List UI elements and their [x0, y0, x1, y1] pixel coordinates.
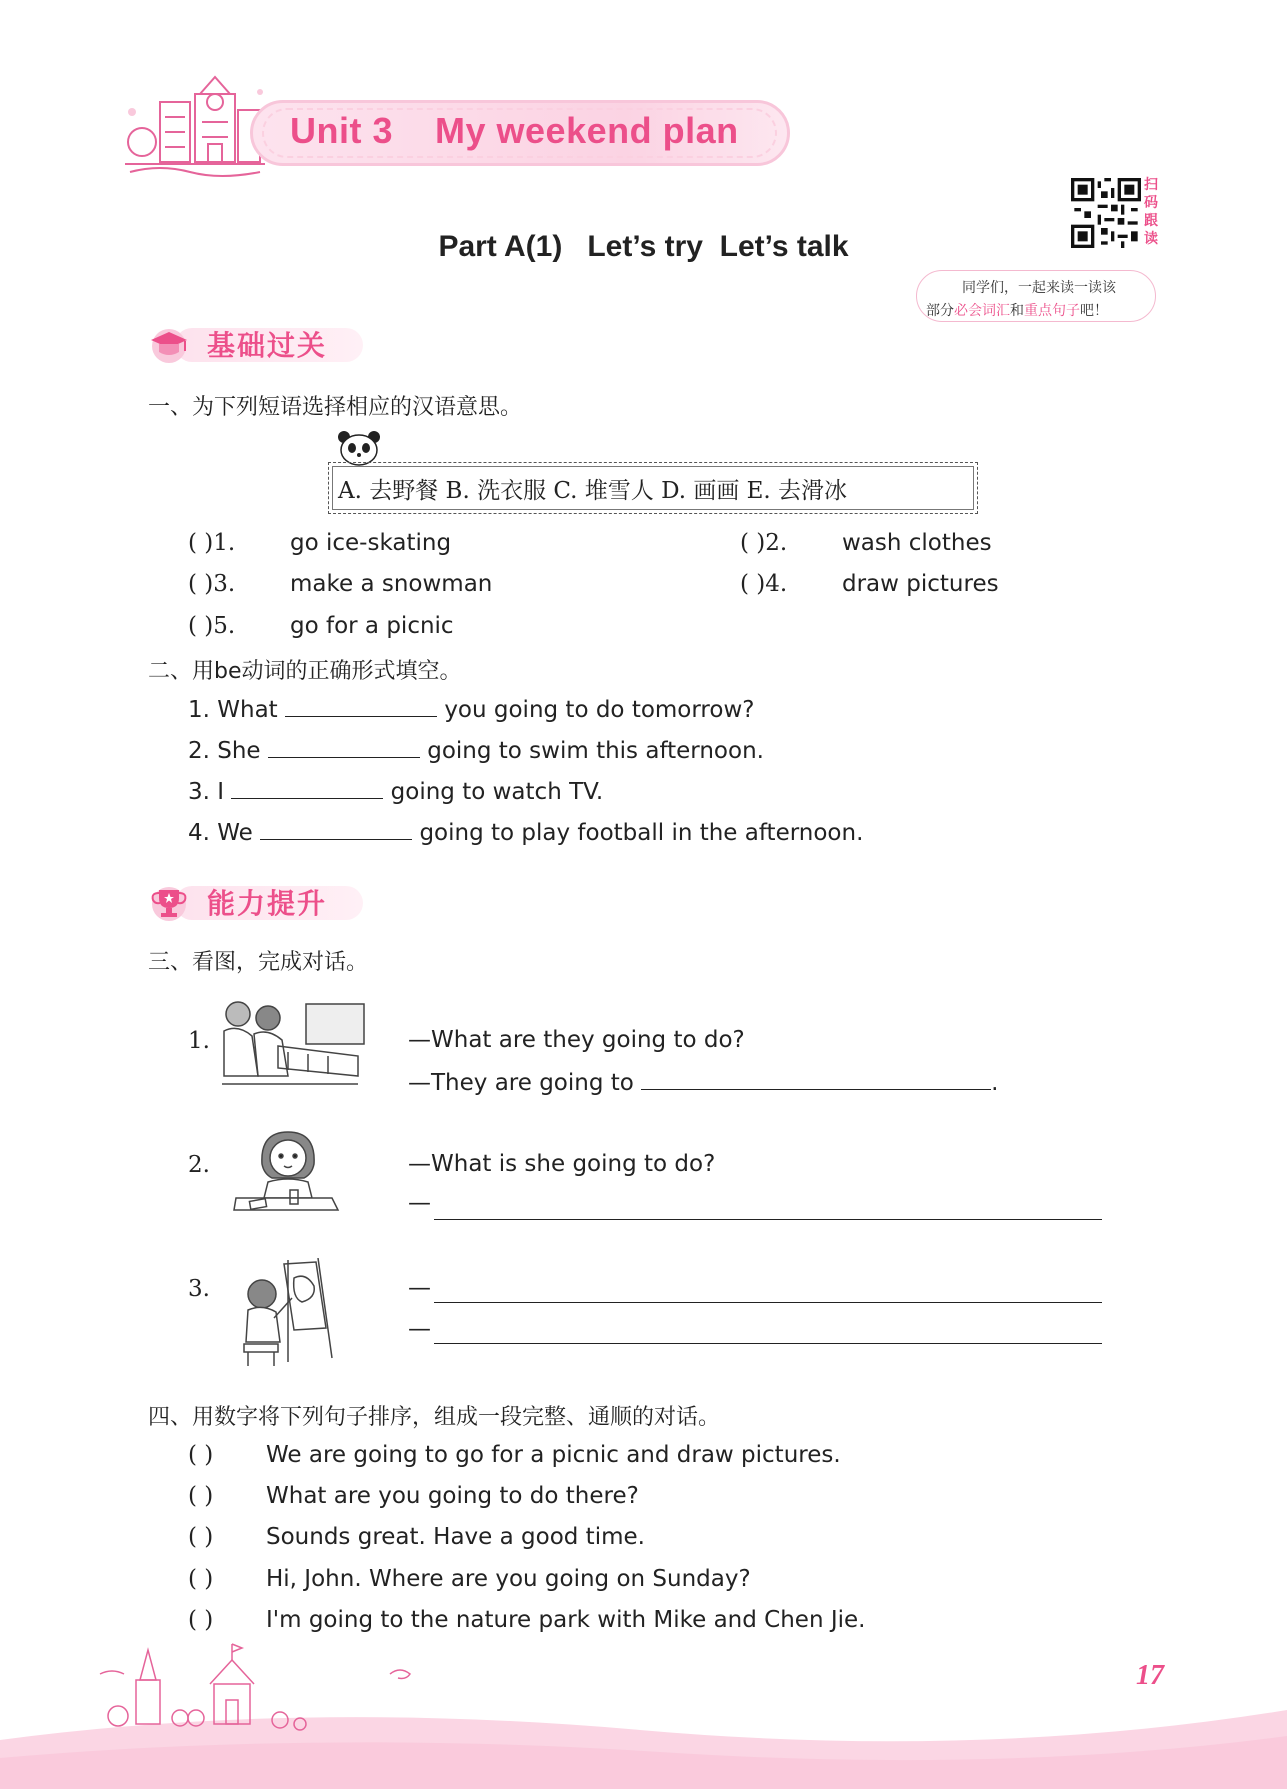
answer-paren[interactable]: ( ) [188, 1607, 214, 1633]
answer-blank[interactable] [260, 818, 412, 840]
boy-painting-picture [236, 1258, 340, 1370]
phrase-item: make a snowman [290, 571, 493, 597]
graduation-cap-icon [145, 324, 195, 364]
answer-blank[interactable] [285, 695, 437, 717]
answer-paren[interactable]: ( )5. [188, 613, 236, 639]
dialogue-answer-dash: — [408, 1190, 431, 1216]
dialogue-sentence: What are you going to do there? [266, 1483, 639, 1509]
question-3-title: 三、看图，完成对话。 [148, 950, 369, 975]
bubble-highlight-vocab: 必会词汇 [954, 303, 1010, 319]
answer-paren[interactable]: ( )2. [740, 530, 788, 556]
answer-paren[interactable]: ( )4. [740, 571, 788, 597]
sentence-start: 2. She [188, 738, 261, 764]
dialogue-answer-dash: — [408, 1316, 431, 1342]
bubble-line-1: 同学们，一起来读一读该 [962, 280, 1116, 296]
answer-blank[interactable] [268, 736, 420, 758]
answer-paren[interactable]: ( ) [188, 1566, 214, 1592]
answer-blank[interactable] [641, 1068, 991, 1090]
answer-line[interactable] [434, 1343, 1102, 1344]
phrase-item: go ice-skating [290, 530, 452, 556]
question-2-title: 二、用be动词的正确形式填空。 [148, 659, 462, 684]
sentence-start: 3. I [188, 779, 225, 805]
castle-illustration [120, 72, 270, 182]
section-heading-basic [145, 320, 385, 366]
sentence-end: going to swim this afternoon. [427, 738, 764, 764]
answer-paren[interactable]: ( ) [188, 1442, 214, 1468]
bubble-text: 部分 [926, 303, 954, 319]
trophy-icon [145, 882, 195, 922]
unit-title: Unit 3 My weekend plan [290, 110, 739, 151]
qr-label-char: 跟 [1144, 213, 1158, 229]
bubble-highlight-sentences: 重点句子 [1024, 303, 1080, 319]
phrase-item: draw pictures [842, 571, 999, 597]
bubble-line-2 [926, 300, 1108, 320]
answer-end: . [991, 1070, 999, 1096]
choice-options: A. 去野餐 B. 洗衣服 C. 堆雪人 D. 画画 E. 去滑冰 [338, 478, 848, 504]
dialogue-answer [408, 1068, 998, 1096]
answer-line[interactable] [434, 1302, 1102, 1303]
item-number: 2. [188, 1152, 210, 1178]
answer-paren[interactable]: ( ) [188, 1483, 214, 1509]
fill-blank-sentence [188, 818, 863, 846]
dialogue-question: —What is she going to do? [408, 1151, 716, 1177]
dialogue-sentence: Sounds great. Have a good time. [266, 1524, 645, 1550]
item-number: 1. [188, 1028, 210, 1054]
question-1-title: 一、为下列短语选择相应的汉语意思。 [148, 395, 523, 420]
section-heading-text: 基础过关 [207, 329, 328, 362]
dialogue-question: —What are they going to do? [408, 1027, 745, 1053]
cinema-picture [218, 996, 368, 1091]
sentence-end: going to watch TV. [390, 779, 604, 805]
fill-blank-sentence [188, 736, 764, 764]
fill-blank-sentence [188, 777, 603, 805]
answer-start: —They are going to [408, 1070, 634, 1096]
question-4-title: 四、用数字将下列句子排序，组成一段完整、通顺的对话。 [148, 1405, 721, 1430]
answer-line[interactable] [434, 1219, 1102, 1220]
answer-blank[interactable] [231, 777, 383, 799]
item-number: 3. [188, 1276, 210, 1302]
section-heading-text: 能力提升 [207, 887, 328, 920]
bubble-text: 吧！ [1080, 303, 1108, 319]
qr-label [1144, 176, 1162, 248]
sentence-start: 1. What [188, 697, 278, 723]
girl-drawing-picture [232, 1124, 342, 1216]
page-number: 17 [1136, 1660, 1164, 1691]
qr-label-char: 扫 [1144, 177, 1158, 193]
fill-blank-sentence [188, 695, 754, 723]
dialogue-sentence: We are going to go for a picnic and draw pictures. [266, 1442, 841, 1468]
answer-paren[interactable]: ( ) [188, 1524, 214, 1550]
qr-code-icon[interactable] [1071, 178, 1141, 248]
section-heading-advanced [145, 878, 385, 924]
phrase-item: wash clothes [842, 530, 992, 556]
answer-paren[interactable]: ( )3. [188, 571, 236, 597]
dialogue-question-dash: — [408, 1275, 431, 1301]
part-title: Part A(1) Let’s try Let’s talk [438, 230, 849, 263]
dialogue-sentence: Hi, John. Where are you going on Sunday? [266, 1566, 751, 1592]
sentence-start: 4. We [188, 820, 253, 846]
sentence-end: going to play football in the afternoon. [419, 820, 864, 846]
phrase-item: go for a picnic [290, 613, 454, 639]
bubble-text: 和 [1010, 303, 1024, 319]
dialogue-sentence: I'm going to the nature park with Mike and Chen Jie. [266, 1607, 866, 1633]
qr-label-char: 码 [1144, 195, 1158, 211]
sentence-end: you going to do tomorrow? [444, 697, 755, 723]
qr-label-char: 读 [1144, 231, 1158, 247]
footer-wave-decoration [0, 1640, 1287, 1789]
answer-paren[interactable]: ( )1. [188, 530, 236, 556]
